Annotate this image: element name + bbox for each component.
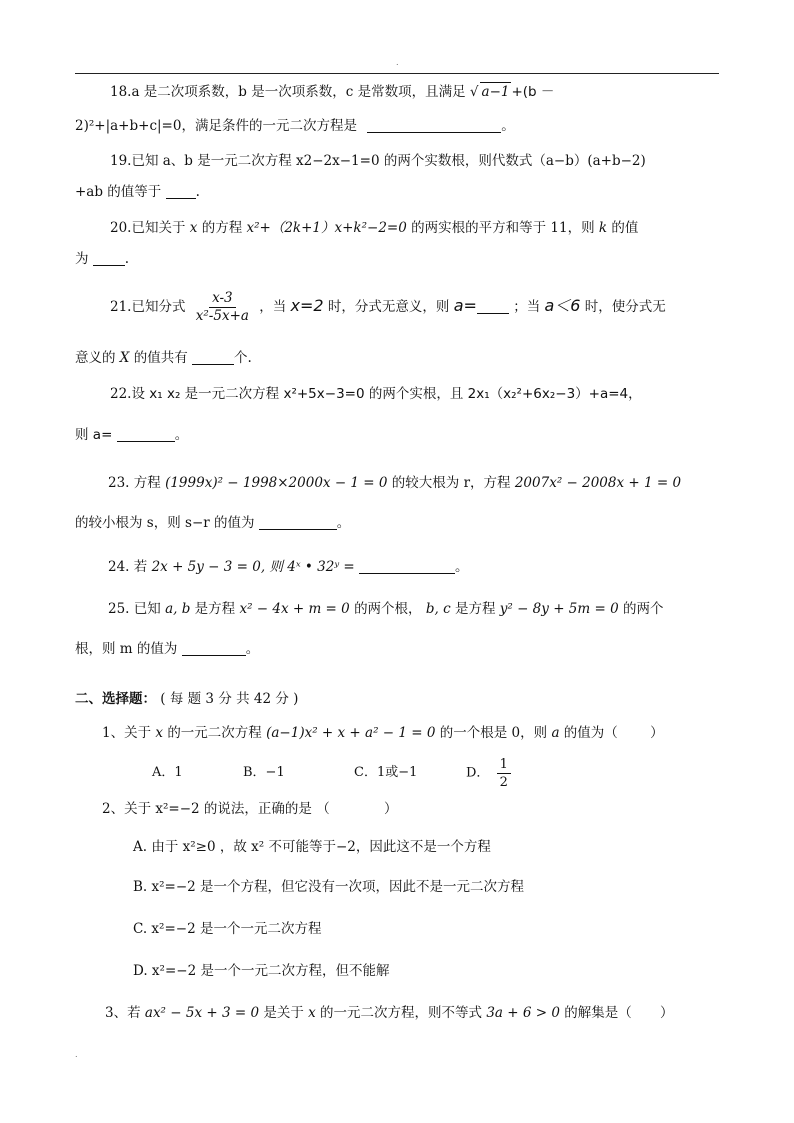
q19-answer-blank[interactable] (166, 184, 196, 199)
choice-2-option-b[interactable]: B. x²=−2 是一个方程，但它没有一次项，因此不是一元二次方程 (133, 879, 525, 895)
choice-1-option-d[interactable]: D． $\frac{1}{2}$ (466, 756, 514, 791)
choice-1-option-a[interactable]: A．1 (152, 765, 183, 780)
choice-1-option-c[interactable]: C．1或−1 (354, 765, 418, 780)
choice-2-option-a[interactable]: A. 由于 x²≥0 ，故 x² 不可能等于−2，因此这不是一个方程 (133, 839, 491, 855)
q21-line1: 21.已知分式 $\frac{x-3}{\text{x²-5x+a}}$ ，当 x=2 时，分式无意义，则 a= ；当 a＜6 时，使分式无 (110, 290, 666, 324)
section-2-title: 二、选择题： (75, 691, 156, 707)
q24-line: 24. 若 2x + 5y − 3 = 0, 则 4ˣ • 32ʸ = 。 (108, 559, 469, 575)
q22-line1: 22.设 x₁ x₂ 是一元二次方程 x²+5x−3=0 的两个实根，且 2x₁（x₂²+6x₂−3）+a=4， (110, 386, 642, 402)
q22-answer-blank[interactable] (117, 427, 175, 442)
q20-line2: 为 . (75, 251, 130, 267)
choice-2-option-d[interactable]: D. x²=−2 是一个一元二次方程，但不能解 (133, 963, 390, 979)
q21-line2: 意义的 X 的值共有 个. (75, 350, 252, 366)
choice-1-option-b[interactable]: B．−1 (243, 765, 285, 780)
q20-line1: 20.已知关于 x 的方程 x²+（2k+1）x+k²−2=0 的两实根的平方和等于 11，则 k 的值 (110, 220, 639, 236)
choice-2-option-c[interactable]: C. x²=−2 是一个一元二次方程 (133, 921, 322, 937)
q20-answer-blank[interactable] (93, 251, 125, 266)
q21-answer-blank-1[interactable] (477, 299, 509, 314)
q18-radicand: a−1 (481, 84, 510, 100)
q23-line1: 23. 方程 (1999x)² − 1998×2000x − 1 = 0 的较大根为 r，方程 2007x² − 2008x + 1 = 0 (108, 475, 682, 491)
q22-line2: 则 a= 。 (75, 427, 189, 443)
q23-answer-blank[interactable] (259, 515, 337, 530)
q25-line2: 根，则 m 的值为 。 (75, 641, 260, 657)
q19-line2: +ab 的值等于 . (75, 184, 200, 200)
q21-answer-blank-2[interactable] (192, 350, 234, 365)
q25-answer-blank[interactable] (182, 641, 246, 656)
section-2-heading (75, 690, 298, 708)
choice-1-stem: 1、关于 x 的一元二次方程 (a−1)x² + x + a² − 1 = 0 的一个根是 0，则 a 的值为（ ） (102, 725, 664, 741)
footer-dot: . (75, 1050, 78, 1059)
q24-answer-blank[interactable] (359, 559, 455, 574)
choice-3-stem: 3、若 ax² − 5x + 3 = 0 是关于 x 的一元二次方程，则不等式 3a + 6 > 0 的解集是（ ） (105, 1005, 674, 1021)
q23-line2: 的较小根为 s，则 s−r 的值为 。 (75, 515, 351, 531)
q25-line1: 25. 已知 a, b 是方程 x² − 4x + m = 0 的两个根， b, c 是方程 y² − 8y + 5m = 0 的两个 (108, 601, 664, 617)
q21-fraction: $\frac{x-3}{\text{x²-5x+a}}$ (195, 290, 249, 324)
q19-line1: 19.已知 a、b 是一元二次方程 x2−2x−1=0 的两个实数根，则代数式（a−b）(a+b−2) (110, 153, 646, 169)
q18-line1: 18.a 是二次项系数，b 是一次项系数，c 是常数项，且满足 √ a−1 +(b － (110, 84, 555, 100)
header-rule (75, 73, 719, 74)
section-2-note: ( 每 题 3 分 共 42 分 ) (160, 691, 299, 707)
choice-2-stem: 2、关于 x²=−2 的说法，正确的是 （ ） (102, 801, 398, 817)
q18-line2: 2)²+|a+b+c|=0，满足条件的一元二次方程是 。 (75, 118, 515, 134)
header-dot: . (396, 58, 399, 67)
q18-answer-blank[interactable] (367, 118, 501, 133)
